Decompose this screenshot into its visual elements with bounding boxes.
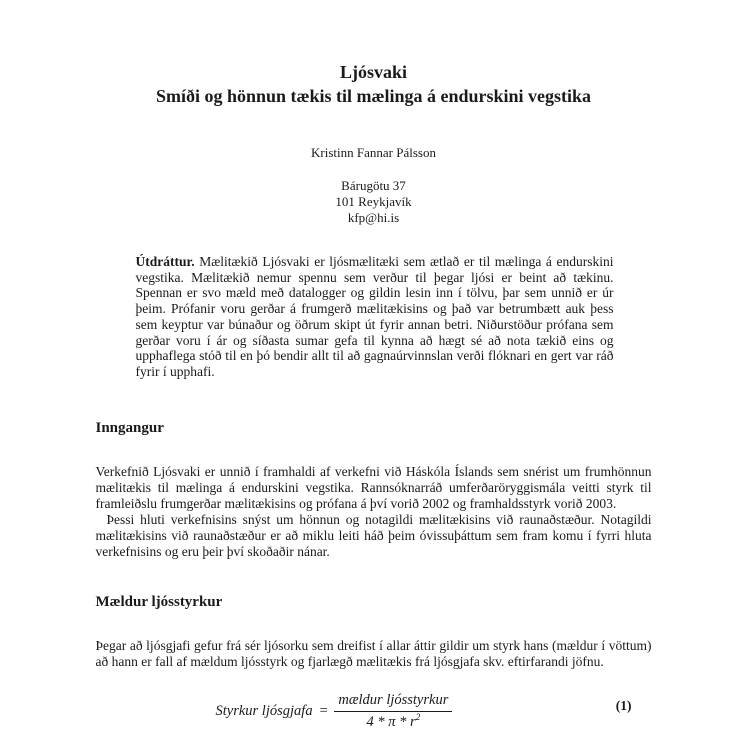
section-heading-maeldur-ljosstyrkur: Mældur ljósstyrkur <box>95 593 223 610</box>
equation-denominator-exponent: 2 <box>415 711 421 722</box>
abstract-text: Mælitækið Ljósvaki er ljósmælitæki sem ætlað er til mælinga á endurskini vegstika. Mælitækið nemur spennu sem verður til þegar ljósi er beint að tækinu. Spennan er svo mæld með datalogger og gildin lesin inn í tölvu, þar sem unnið er úr þeim. Prófanir voru gerðar á frumgerð mælitækisins og það var betrumbætt auk þess sem keyptur var búnaður og öðrum skipt út fyrir annan betri. Niðurstöður prófana sem gerðar voru í ár og síðasta sumar gefa til kynna að hægt sé að nota tækið eins og upphaflega stóð til en þó bendir allt til að gagnaúrvinnslan verði flóknari en gert var ráð fyrir í upphafi. <box>135 254 614 379</box>
section-heading-inngangur: Inngangur <box>95 419 164 436</box>
author-name: Kristinn Fannar Pálsson <box>311 145 436 160</box>
author-email: kfp@hi.is <box>347 210 400 225</box>
address-block <box>96 178 652 226</box>
equation-numerator: mældur ljósstyrkur <box>334 692 452 712</box>
address-line-2: 101 Reykjavík <box>335 194 412 209</box>
paragraph: Þessi hluti verkefnisins snýst um hönnun og notagildi mælitækisins við raunaðstæður. Notagildi mælitækisins við raunaðstæður er að miklu leiti háð þeim óvissuþáttum sem fram komu í fyrri hluta verkefnisins og eru þeir því skoðaðir nánar. <box>95 511 652 559</box>
address-line-1: Bárugötu 37 <box>341 178 406 193</box>
abstract <box>136 254 614 380</box>
equation-denominator-base: 4 * π * r <box>366 713 416 730</box>
equation <box>216 692 453 731</box>
equation-number: (1) <box>615 697 632 713</box>
page-subtitle: Smíði og hönnun tækis til mælinga á endurskini vegstika <box>155 86 592 106</box>
title-block <box>96 60 652 108</box>
equation-equals-sign: = <box>318 702 329 719</box>
equation-fraction <box>334 692 452 731</box>
author-block <box>96 145 652 161</box>
equation-lhs: Styrkur ljósgjafa <box>215 702 313 719</box>
paragraph: Verkefnið Ljósvaki er unnið í framhaldi af verkefni við Háskóla Íslands sem snérist um frumhönnun mælitækis til mælinga á endurskini vegstika. Rannsóknarráð umferðaröryggismála veitti styrk til framleiðslu frumgerðar mælitækisins og prófana á því vorið 2002 og framhaldsstyrk vorið 2003. <box>95 463 652 511</box>
abstract-label: Útdráttur. <box>135 254 195 269</box>
paragraph: Þegar að ljósgjafi gefur frá sér ljósorku sem dreifist í allar áttir gildir um styrk hans (mældur í vöttum) að hann er fall af mældum ljósstyrk og fjarlægð mælitækis frá ljósgjafa skv. eftirfarandi jöfnu. <box>95 637 652 669</box>
equation-denominator <box>367 712 421 731</box>
paper-content <box>96 0 652 738</box>
page-title: Ljósvaki <box>339 62 408 82</box>
equation-row <box>96 692 652 738</box>
